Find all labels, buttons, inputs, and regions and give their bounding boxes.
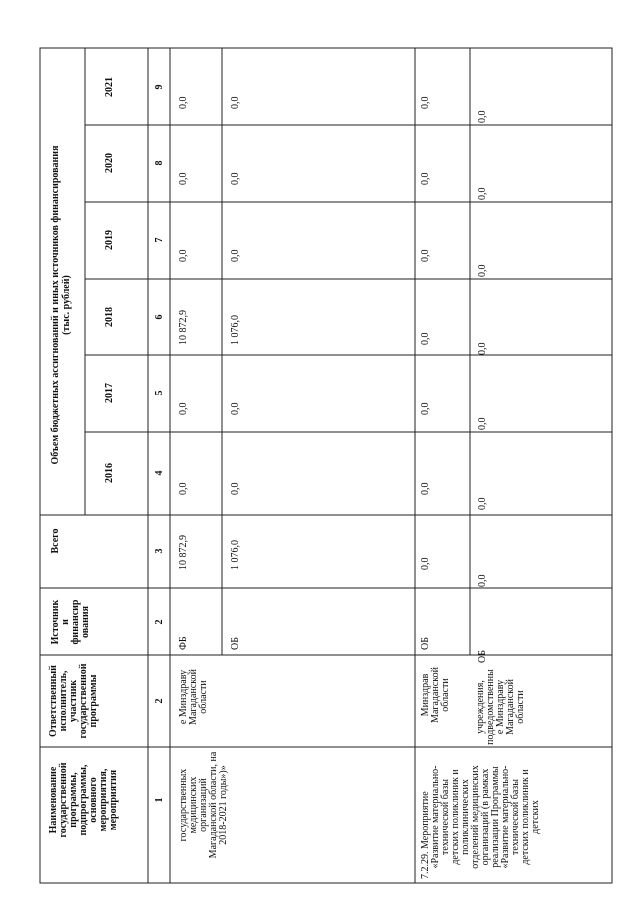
cell-text: Магаданской (188, 669, 199, 725)
header-text: государственной (58, 762, 69, 838)
value-cell: 0,0 (420, 249, 431, 262)
year-label: 2018 (104, 307, 115, 327)
value-cell: 0,0 (477, 417, 488, 430)
header-resp-col (48, 663, 99, 738)
cell-text: организаций (198, 778, 209, 832)
total-cell: 0,0 (420, 557, 431, 570)
value-cell: 0,0 (477, 110, 488, 123)
row-a-line-1 (178, 97, 189, 651)
col-number: 8 (154, 160, 165, 166)
value-cell: 0,0 (178, 249, 189, 262)
column-number-row (154, 85, 165, 803)
header-text: Наименование (48, 766, 59, 834)
year-label: 2020 (104, 153, 115, 173)
cell-text: поликлинических (460, 779, 471, 855)
cell-text: Магаданской (430, 667, 441, 723)
cell-text: технической базы (440, 779, 451, 855)
header-text: мероприятия (108, 769, 119, 831)
value-cell: 0,0 (477, 497, 488, 510)
cell-text: технической базы (510, 779, 521, 855)
header-text: программы (88, 674, 99, 728)
year-label: 2017 (104, 383, 115, 403)
total-cell: 10 872,9 (178, 535, 189, 570)
row-b-resp-1 (420, 666, 451, 723)
value-cell: 0,0 (420, 482, 431, 495)
col-number: 7 (154, 237, 165, 243)
header-text: Источник (50, 599, 61, 645)
cell-text: области (198, 680, 209, 714)
cell-text: детских поликлиник и (520, 769, 531, 865)
col-number: 5 (154, 390, 165, 396)
header-text: программы, (68, 772, 79, 828)
value-cell: 0,0 (477, 342, 488, 355)
header-text: мероприятия, (98, 768, 109, 832)
value-cell: 0,0 (477, 187, 488, 200)
value-cell: 0,0 (420, 402, 431, 415)
cell-text: медицинских (188, 776, 199, 834)
row-a-resp (178, 668, 209, 725)
cell-text: «Развитие материально- (500, 765, 511, 869)
header-source-col (50, 599, 91, 644)
value-cell: 0,0 (477, 264, 488, 277)
cell-text: Магаданской области, на (208, 751, 219, 859)
value-cell: 0,0 (230, 482, 241, 495)
row-a-line-2 (230, 97, 241, 651)
row-b-line-2 (477, 111, 488, 664)
cell-text: области (440, 678, 451, 712)
total-cell: 1 076,0 (230, 540, 241, 570)
header-text: государственной (78, 663, 89, 739)
cell-text: е Минздраву (178, 669, 189, 725)
value-cell: 0,0 (420, 96, 431, 109)
header-text: подпрограммы, (78, 764, 89, 836)
cell-text: Минздрав (420, 673, 431, 717)
cell-text: области (515, 690, 526, 724)
cell-text: учреждения, (475, 680, 486, 734)
header-text: основного (88, 777, 99, 823)
header-name-col (48, 762, 119, 837)
value-cell: 0,0 (420, 172, 431, 185)
cell-text: е Минздраву (495, 679, 506, 735)
col-number: 3 (154, 548, 165, 554)
value-cell: 0,0 (230, 172, 241, 185)
col-number: 2 (154, 619, 165, 625)
col-number: 2 (154, 698, 165, 704)
row-b-name (420, 765, 541, 879)
cell-text: отделений медицинских (470, 765, 481, 869)
header-text: исполнитель, (58, 670, 69, 732)
row-a-name (178, 751, 229, 858)
value-cell: 0,0 (178, 402, 189, 415)
header-text: участник (68, 679, 79, 723)
cell-text: государственных (178, 768, 189, 842)
source-cell: ОБ (477, 650, 488, 663)
header-text: и (60, 619, 71, 625)
col-number: 1 (154, 797, 165, 803)
cell-text: Магаданской (505, 679, 516, 735)
row-b-resp-2 (475, 669, 526, 745)
cell-text: детских (530, 800, 541, 834)
total-cell: 0,0 (477, 574, 488, 587)
cell-text: детских поликлиник и (450, 769, 461, 865)
table-grid (40, 48, 612, 883)
year-label: 2016 (104, 463, 115, 483)
rotated-content (48, 77, 541, 879)
value-cell: 1 076,0 (230, 315, 241, 345)
year-label: 2019 (104, 230, 115, 250)
cell-text: организаций (в рамках (480, 768, 491, 866)
col-number: 4 (154, 470, 165, 476)
year-label: 2021 (104, 77, 115, 97)
value-cell: 0,0 (420, 332, 431, 345)
table-outer-border (40, 48, 612, 883)
header-text: Ответственный (48, 665, 59, 737)
col-number: 6 (154, 314, 165, 320)
source-cell: ОБ (420, 637, 431, 650)
cell-text: реализации Программы (490, 766, 501, 868)
header-total: Всего (50, 528, 61, 554)
row-b-line-1 (420, 97, 431, 651)
cell-text: подведомственны (485, 669, 496, 745)
header-funding-title: Объем бюджетных ассигнований и иных источников финансирования (50, 145, 61, 465)
col-number: 9 (154, 84, 165, 90)
header-text: финансир (70, 599, 81, 645)
value-cell: 0,0 (178, 96, 189, 109)
cell-text: «Развитие материально- (430, 765, 441, 869)
value-cell: 0,0 (178, 172, 189, 185)
header-text: ования (80, 605, 91, 639)
value-cell: 0,0 (230, 249, 241, 262)
source-cell: ФБ (178, 636, 189, 650)
source-cell: ОБ (230, 637, 241, 650)
value-cell: 0,0 (230, 402, 241, 415)
value-cell: 0,0 (230, 96, 241, 109)
cell-text: 7.2.29. Мероприятие (420, 791, 431, 879)
header-years (104, 77, 115, 483)
header-funding-units: (тыс. рублей) (61, 275, 72, 335)
value-cell: 0,0 (178, 482, 189, 495)
value-cell: 10 872,9 (178, 310, 189, 345)
cell-text: 2018-2021 годы»)» (218, 765, 229, 845)
